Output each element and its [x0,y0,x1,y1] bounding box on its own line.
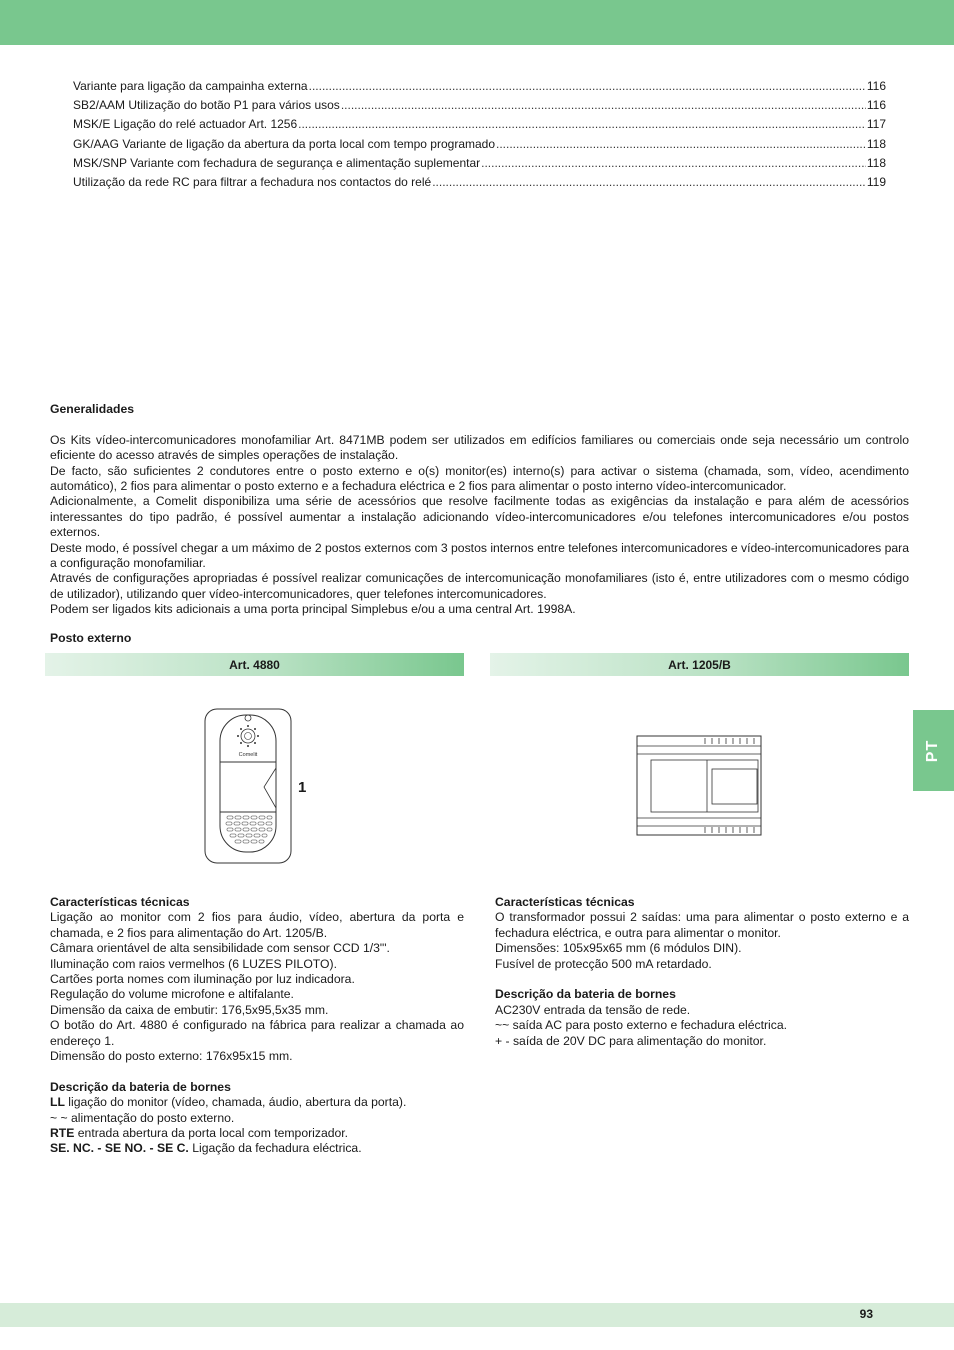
borne-line: ~~ saída AC para posto externo e fechadura eléctrica. [495,1018,788,1033]
toc-leader [496,137,866,151]
toc-leader [309,79,866,93]
tech-line: O botão do Art. 4880 é configurado na fábrica para realizar a chamada ao endereço 1. [50,1018,464,1048]
borne-text: ligação do monitor (vídeo, chamada, áudio, abertura da porta). [64,1095,407,1110]
paragraph: Adicionalmente, a Comelit disponibiliza uma série de acessórios que resolve facilmente todas as exigências da instalação e para além de acessórios interessantes do tipo padrão, é possível aumentar a instalação adicionando vídeo-intercomunicadores e/ou telefones intercomunicadores e/ou postos externos. [50,494,909,540]
tech-line: Ligação ao monitor com 2 fios para áudio, vídeo, abertura da porta e chamada, e 2 fios para alimentação do Art. 1205/B. [50,910,464,940]
tech-line: Cartões porta nomes com iluminação por luz indicadora. [50,972,355,987]
toc-entry[interactable] [73,98,886,117]
borne-key: SE. NC. - SE NO. - SE C. [50,1141,189,1156]
borne-text: Ligação da fechadura eléctrica. [188,1141,362,1156]
callout-number: 1 [298,779,307,796]
section-heading: Generalidades [50,402,134,416]
borne-line [50,1126,464,1141]
toc-title: MSK/E Ligação do relé actuador Art. 1256 [73,117,298,132]
toc-entry[interactable] [73,156,886,175]
language-tab [913,710,954,791]
tech-line: O transformador possui 2 saídas: uma para alimentar o posto externo e a fechadura eléctrica, e outra para alimentar o monitor. [495,910,909,940]
toc-entry[interactable] [73,79,886,98]
art-1205b-bar [490,653,909,676]
toc-title: MSK/SNP Variante com fechadura de segurança e alimentação suplementar [73,155,481,170]
right-column [495,895,909,1049]
page-number: 93 [859,1307,873,1321]
borne-key: RTE [50,1126,75,1141]
toc-entry[interactable] [73,117,886,136]
tech-line: Câmara orientável de alta sensibilidade com sensor CCD 1/3"'. [50,941,390,956]
language-tab-label: PT [924,739,942,762]
toc-leader [298,117,866,131]
generalidades-section [50,402,909,618]
brand-logo: Comelit [238,752,258,758]
header-band [0,0,954,45]
door-station-drawing [200,706,296,866]
paragraph: Podem ser ligados kits adicionais a uma porta principal Simplebus e/ou a uma central Art. 1998A. [50,602,576,617]
borne-line [50,1111,464,1126]
tech-line: Dimensão do posto externo: 176x95x15 mm. [50,1049,293,1064]
borne-line: AC230V entrada da tensão de rede. [495,1002,691,1017]
toc-page: 118 [866,155,886,170]
tech-heading: Características técnicas [50,895,190,909]
tech-line: Iluminação com raios vermelhos (6 LUZES PILOTO). [50,956,337,971]
toc-title: Variante para ligação da campainha externa [73,79,308,93]
toc-entry[interactable] [73,175,886,194]
table-of-contents [73,79,886,194]
toc-page: 116 [866,98,886,113]
art-label: Art. 1205/B [668,657,731,672]
bornes-heading: Descrição da bateria de bornes [495,987,676,1002]
borne-line [50,1095,464,1110]
art-label: Art. 4880 [229,657,280,672]
tech-line: Dimensões: 105x95x65 mm (6 módulos DIN). [495,941,742,956]
toc-page: 118 [866,136,886,151]
toc-page: 117 [866,117,886,132]
paragraph: De facto, são suficientes 2 condutores entre o posto externo e o(s) monitor(es) interno(s) para activar o sistema (chamada, som, vídeo, acendimento automático), 2 fios para alimentar o posto externo e a fechadura eléctrica e 2 fios para alimentar o posto interno vídeo-intercomunicador. [50,463,909,494]
borne-text: entrada abertura da porta local com temporizador. [74,1126,349,1141]
toc-entry[interactable] [73,137,886,156]
toc-title: Utilização da rede RC para filtrar a fechadura nos contactos do relé [73,174,432,189]
posto-externo-heading [50,631,909,646]
art-4880-bar [45,653,464,676]
toc-leader [481,156,866,170]
bornes-heading: Descrição da bateria de bornes [50,1079,231,1094]
paragraph: Os Kits vídeo-intercomunicadores monofamiliar Art. 8471MB podem ser utilizados em edifícios familiares ou comerciais onde seja necessário um controlo eficiente do acesso através de simples operações de instalação. [50,432,909,463]
tech-line: Dimensão da caixa de embutir: 176,5x95,5x35 mm. [50,1002,329,1017]
borne-key: LL [50,1095,65,1110]
borne-line [50,1141,464,1156]
paragraph: Deste modo, é possível chegar a um máximo de 2 postos externos com 3 postos internos entre telefones intercomunicadores e vídeo-intercomunicadores para a configuração monofamiliar. [50,540,909,571]
paragraph: Através de configurações apropriadas é possível realizar comunicações de intercomunicação monofamiliares (isto é, entre utilizadores com o mesmo código de utilizador), utilizando quer vídeo-intercomunicadores, quer telefones intercomunicadores. [50,571,909,601]
toc-title: SB2/AAM Utilização do botão P1 para vários usos [73,98,340,113]
tech-line: Regulação do volume microfone e altifalante. [50,987,294,1002]
borne-text: ~ ~ alimentação do posto externo. [50,1110,235,1125]
left-column [50,895,464,1157]
toc-page: 119 [866,174,886,189]
tech-line: Fusível de protecção 500 mA retardado. [495,956,712,971]
toc-page: 116 [866,79,886,93]
borne-line: + - saída de 20V DC para alimentação do monitor. [495,1033,767,1048]
footer-band [0,1303,954,1327]
transformer-drawing [636,735,764,837]
toc-leader [432,175,866,189]
toc-leader [341,98,866,112]
tech-heading: Características técnicas [495,895,635,909]
section-heading: Posto externo [50,631,132,645]
toc-title: GK/AAG Variante de ligação da abertura da porta local com tempo programado [73,136,496,151]
